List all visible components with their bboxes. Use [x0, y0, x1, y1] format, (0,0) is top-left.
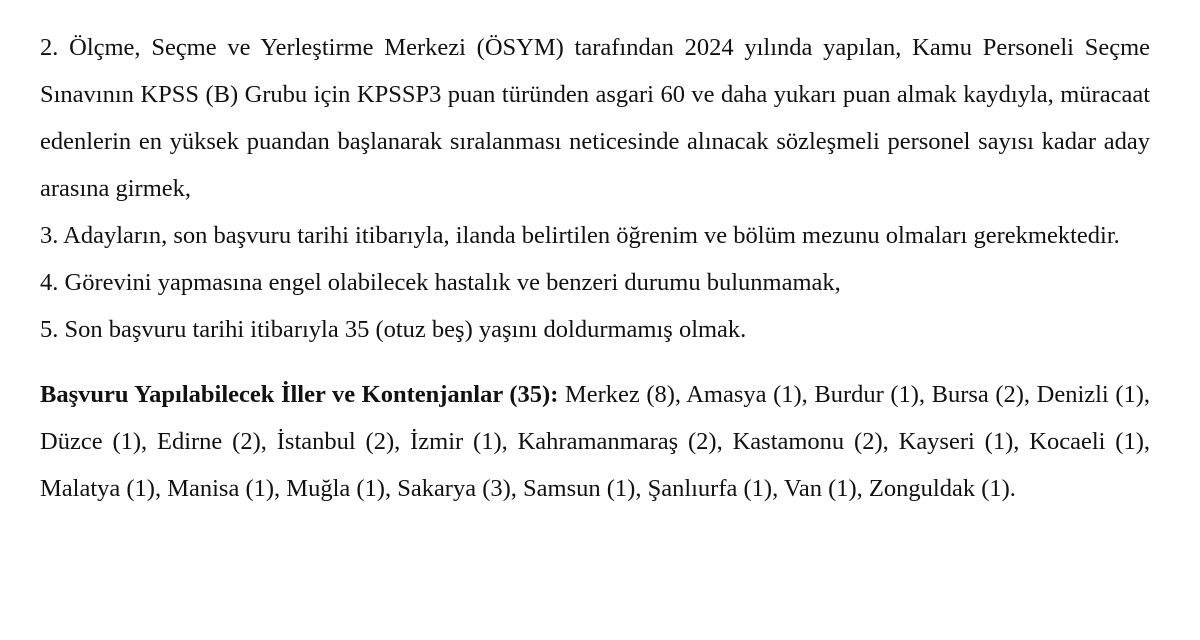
- paragraph-spacer: [40, 353, 1150, 371]
- document-page: [40, 24, 1150, 512]
- requirement-item-5: 5. Son başvuru tarihi itibarıyla 35 (otuz beş) yaşını doldurmamış olmak.: [40, 316, 747, 343]
- requirement-item-3: 3. Adayların, son başvuru tarihi itibarıyla, ilanda belirtilen öğrenim ve bölüm mezunu olmaları gerekmektedir.: [40, 222, 1120, 249]
- quota-heading: Başvuru Yapılabilecek İller ve Kontenjanlar (35):: [40, 381, 559, 408]
- quota-paragraph: [40, 371, 1150, 512]
- requirement-item-4: 4. Görevini yapmasına engel olabilecek hastalık ve benzeri durumu bulunmamak,: [40, 269, 841, 296]
- quota-list: Merkez (8), Amasya (1), Burdur (1), Bursa (2), Denizli (1), Düzce (1), Edirne (2), İstanbul (2), İzmir (1), Kahramanmaraş (2), Kastamonu (2), Kayseri (1), Kocaeli (1), Malatya (1), Manisa (1), Muğla (1), Sakarya (3), Samsun (1), Şanlıurfa (1), Van (1), Zonguldak (1).: [40, 381, 1151, 502]
- requirement-item-2: 2. Ölçme, Seçme ve Yerleştirme Merkezi (ÖSYM) tarafından 2024 yılında yapılan, Kamu Personeli Seçme Sınavının KPSS (B) Grubu için KPSSP3 puan türünden asgari 60 ve daha yukarı puan almak kaydıyla, müracaat edenlerin en yüksek puandan başlanarak sıralanması neticesinde alınacak sözleşmeli personel sayısı kadar aday arasına girmek,: [40, 34, 1150, 202]
